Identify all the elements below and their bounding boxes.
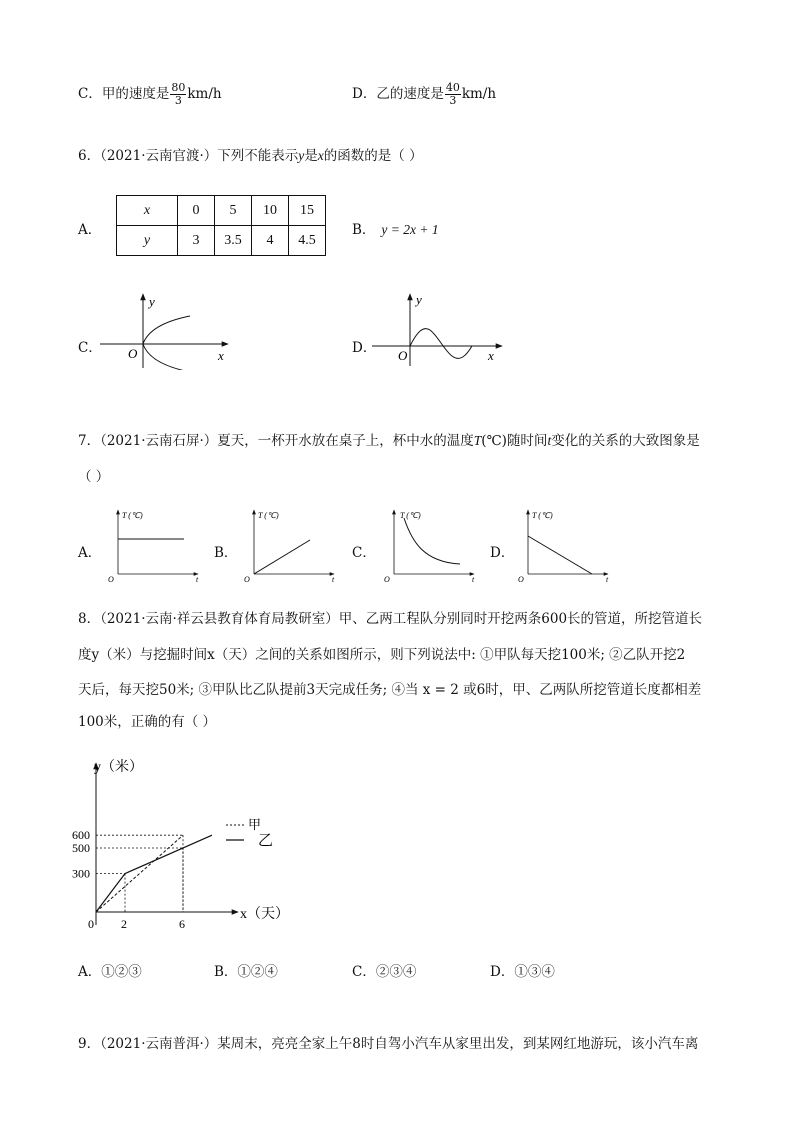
q6-option-d-graph — [372, 290, 512, 370]
x-axis-label: x — [488, 348, 494, 363]
var-x: x — [317, 148, 324, 163]
origin-label: O — [518, 575, 524, 584]
q8-option-c: C．②③④ — [352, 964, 417, 980]
q5-option-d-text: D．乙的速度是 — [352, 86, 444, 102]
y-axis-label: y — [416, 292, 422, 307]
legend-label-jia: 甲 — [248, 817, 262, 832]
q5-option-d-fraction — [445, 82, 461, 107]
table-cell: 3.5 — [215, 226, 252, 256]
q7-option-d-graph — [512, 506, 612, 584]
q5-option-d-unit: km/h — [461, 86, 497, 102]
q5-option-c-fraction — [170, 82, 186, 107]
y-tick-label: 600 — [72, 828, 90, 843]
x-axis-label: t — [472, 575, 475, 584]
origin-label: O — [244, 575, 250, 584]
table-row — [117, 196, 326, 226]
table-cell: 4.5 — [289, 226, 326, 256]
var-t: t — [547, 433, 552, 448]
wave-curve — [410, 329, 472, 359]
origin-label: O — [398, 348, 408, 363]
q7-stem-text: 7．（2021·云南石屏·）夏天，一杯开水放在桌子上，杯中水的温度 — [78, 433, 474, 449]
q7-option-b-label: B． — [214, 545, 238, 561]
fraction-denominator: 3 — [174, 94, 182, 107]
q7-stem — [78, 429, 700, 449]
q7-option-a-label: A． — [78, 545, 102, 561]
y-axis-label: T (℃) — [400, 511, 421, 520]
q7-stem-text: 随时间 — [506, 433, 548, 449]
q8-option-d: D．①③④ — [490, 964, 555, 980]
q6-option-d-label: D． — [352, 340, 377, 356]
x-tick-label: 0 — [88, 917, 94, 931]
q9-stem-line-1: 9．（2021·云南普洱·）某周末，亮亮全家上午8时自驾小汽车从家里出发，到某网红地游玩，该小汽车离 — [78, 1036, 699, 1052]
y-tick-label: 500 — [72, 841, 90, 855]
q8-stem-line-3: 天后，每天挖50米; ③甲队比乙队提前3天完成任务; ④当 x = 2 或6时，甲、乙两队所挖管道长度都相差 — [78, 682, 702, 698]
q5-option-d — [352, 82, 496, 107]
unit-celsius: (℃) — [481, 433, 507, 449]
decay-curve — [404, 518, 460, 564]
q6-stem-text: 6．（2021·云南官渡·）下列不能表示 — [78, 148, 299, 164]
q6-stem-text: 的函数的是（ ） — [323, 148, 423, 164]
table-cell: y — [117, 226, 178, 256]
q6-option-b — [352, 218, 439, 238]
q7-option-a-graph — [102, 506, 202, 584]
y-axis-label: T (℃) — [532, 511, 553, 520]
y-axis-title: y（米） — [94, 760, 143, 775]
x-tick-label: 6 — [179, 917, 185, 931]
q8-option-a: A．①②③ — [78, 964, 142, 980]
x-axis-title: x（天） — [240, 907, 289, 922]
table-cell: 0 — [178, 196, 215, 226]
fraction-denominator: 3 — [449, 94, 457, 107]
y-axis-label: T (℃) — [122, 511, 143, 520]
origin-label: O — [128, 346, 138, 361]
q6-option-b-formula: y = 2x + 1 — [381, 222, 439, 237]
q7-answer-paren: （ ） — [78, 469, 110, 485]
q6-option-b-label: B． — [352, 222, 376, 238]
decreasing-line — [528, 536, 592, 574]
x-axis-label: x — [218, 348, 224, 363]
y-axis-label: T (℃) — [258, 511, 279, 520]
q8-stem-line-4: 100米，正确的有（ ） — [78, 714, 217, 730]
origin-label: O — [108, 575, 114, 584]
q8-stem-line-2: 度y（米）与挖掘时间x（天）之间的关系如图所示，则下列说法中: ①甲队每天挖100米; ②乙队开挖2 — [78, 647, 686, 663]
q6-stem-text: 是 — [304, 148, 318, 164]
table-row — [117, 226, 326, 256]
q5-option-c-text: C．甲的速度是 — [78, 86, 170, 102]
q6-option-c-graph — [100, 290, 240, 370]
q6-option-c-label: C． — [78, 340, 102, 356]
table-cell: 3 — [178, 226, 215, 256]
q8-stem-line-1: 8．（2021·云南·祥云县教育体育局教研室）甲、乙两工程队分别同时开挖两条600长的管道，所挖管道长 — [78, 611, 703, 627]
q7-option-c-graph — [378, 506, 478, 584]
y-axis-label: y — [149, 294, 155, 309]
x-axis-label: t — [332, 575, 335, 584]
fraction-numerator: 40 — [445, 81, 460, 94]
q7-stem-text: 变化的关系的大致图象是 — [551, 433, 700, 449]
q7-option-d-label: D． — [490, 545, 515, 561]
table-cell: 10 — [252, 196, 289, 226]
q5-option-c-unit: km/h — [187, 86, 222, 102]
q8-option-b: B．①②④ — [214, 964, 278, 980]
q7-option-c-label: C． — [352, 545, 376, 561]
q7-option-b-graph — [238, 506, 338, 584]
q8-chart — [70, 755, 310, 935]
q6-stem — [78, 144, 423, 164]
x-axis-label: t — [196, 575, 199, 584]
parabola-curve — [143, 316, 190, 370]
q6-option-a-label: A． — [78, 222, 102, 238]
table-cell: x — [117, 196, 178, 226]
legend-label-yi: 乙 — [258, 833, 274, 849]
table-cell: 4 — [252, 226, 289, 256]
origin-label: O — [384, 575, 390, 584]
x-axis-label: t — [606, 575, 609, 584]
var-y: y — [298, 148, 305, 163]
y-tick-label: 300 — [72, 866, 90, 881]
table-cell: 15 — [289, 196, 326, 226]
fraction-numerator: 80 — [171, 81, 186, 94]
q6-xy-table — [116, 195, 326, 256]
q5-option-c — [78, 82, 222, 107]
x-tick-label: 2 — [121, 917, 127, 931]
table-cell: 5 — [215, 196, 252, 226]
increasing-line — [254, 540, 310, 574]
var-T: T — [473, 433, 482, 448]
